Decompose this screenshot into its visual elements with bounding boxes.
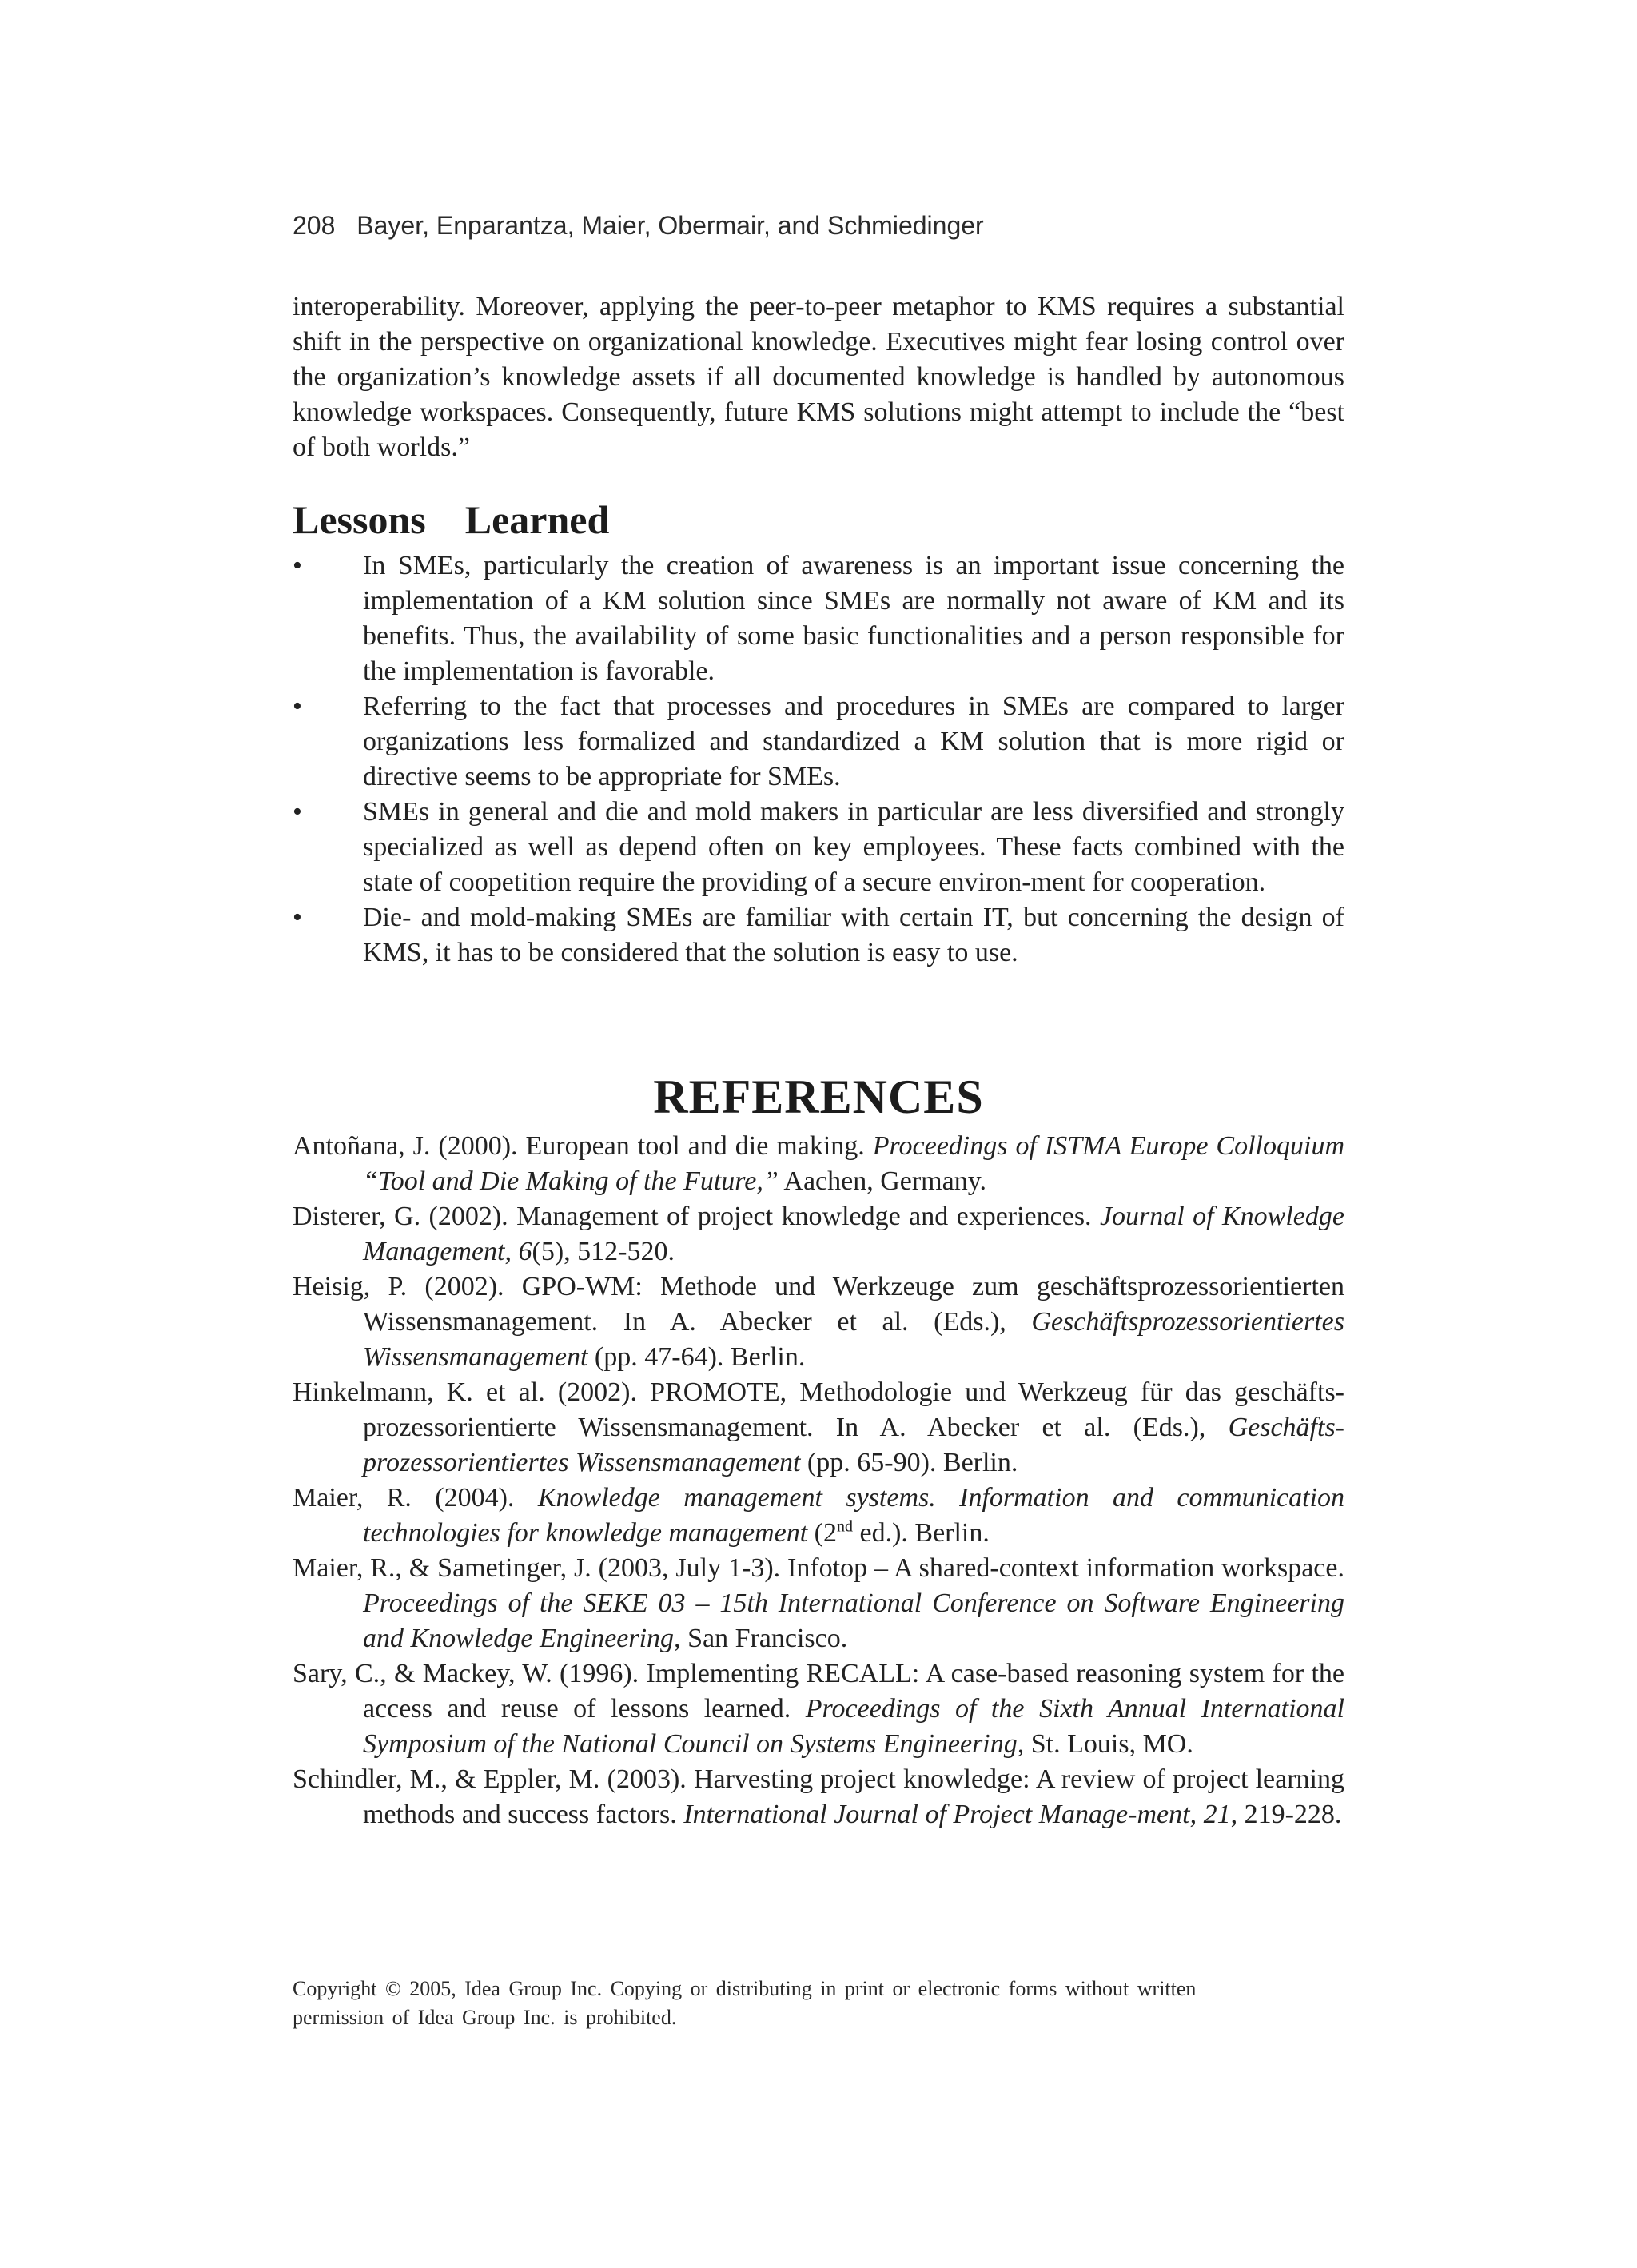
reference-tail: San Francisco. <box>680 1624 848 1653</box>
reference-source: International Journal of Project Manage-ment, 21 <box>683 1800 1231 1829</box>
reference-entry <box>293 1129 1344 1199</box>
reference-entry <box>293 1199 1344 1270</box>
copyright-line: Copyright © 2005, Idea Group Inc. Copying or distributing in print or electronic forms without written <box>293 1977 1197 2000</box>
lesson-text: In SMEs, particularly the creation of awareness is an important issue concerning the implementation of a KM solution since SMEs are normally not aware of KM and its benefits. Thus, the availability of some basic functionalities and a person responsible for the implementation is favorable. <box>363 551 1344 686</box>
bullet-icon: • <box>293 903 302 932</box>
intro-paragraph: interoperability. Moreover, applying the peer-to-peer metaphor to KMS requires a substantial shift in the perspective on organizational knowledge. Executives might fear losing control over the organization’s knowledge assets if all documented knowledge is handled by autonomous knowledge workspaces. Consequently, future KMS solutions might attempt to include the “best of both worlds.” <box>293 292 1344 462</box>
lesson-text: SMEs in general and die and mold makers in particular are less diversified and strongly specialized as well as depend often on key employees. These facts combined with the state of coopetition require the providing of a secure environ-ment for cooperation. <box>363 797 1344 897</box>
reference-source: Proceedings of ISTMA Europe Colloquium “Tool and Die Making of the Future,” <box>363 1131 1344 1196</box>
lesson-item <box>293 689 1344 795</box>
reference-source: Geschäfts-prozessorientiertes Wissensmanagement <box>363 1413 1344 1477</box>
reference-tail: (pp. 47-64). Berlin. <box>587 1342 806 1372</box>
reference-text: Antoñana, J. (2000). European tool and die making. <box>293 1131 873 1161</box>
reference-entry <box>293 1656 1344 1762</box>
reference-entry <box>293 1270 1344 1375</box>
reference-source: Proceedings of the SEKE 03 – 15th International Conference on Software Engineering and Knowledge Engineering, <box>363 1588 1344 1653</box>
lessons-list <box>293 548 1344 971</box>
bullet-icon: • <box>293 692 302 721</box>
reference-source: Knowledge management systems. Information and communication technologies for knowledge management <box>363 1483 1344 1548</box>
lesson-item <box>293 795 1344 900</box>
bullet-icon: • <box>293 551 302 580</box>
running-header <box>293 209 984 241</box>
reference-text: Schindler, M., & Eppler, M. (2003). Harvesting project knowledge: A review of project learning methods and success factors. <box>293 1764 1344 1829</box>
reference-tail: , 219-228. <box>1230 1800 1342 1829</box>
section-title-lessons-learned: Lessons Learned <box>293 497 610 542</box>
references-heading: REFERENCES <box>653 1070 984 1123</box>
copyright-notice <box>293 1975 1344 2032</box>
reference-text: Heisig, P. (2002). GPO-WM: Methode und Werkzeuge zum geschäftsprozessorientierten Wissensmanagement. In A. Abecker et al. (Eds.), <box>293 1272 1344 1337</box>
reference-entry <box>293 1481 1344 1551</box>
page-number: 208 <box>293 211 336 240</box>
reference-text: Maier, R., & Sametinger, J. (2003, July 1-3). Infotop – A shared-context information workspace. <box>293 1553 1344 1583</box>
reference-text: Sary, C., & Mackey, W. (1996). Implementing RECALL: A case-based reasoning system for the access and reuse of lessons learned. <box>293 1659 1344 1724</box>
reference-source: Journal of Knowledge Management, 6 <box>363 1202 1344 1266</box>
copyright-line: permission of Idea Group Inc. is prohibited. <box>293 2006 677 2029</box>
reference-entry <box>293 1375 1344 1481</box>
reference-tail: St. Louis, MO. <box>1024 1729 1193 1759</box>
bullet-icon: • <box>293 797 302 827</box>
reference-tail: (pp. 65-90). Berlin. <box>800 1448 1018 1477</box>
reference-entry <box>293 1551 1344 1656</box>
reference-tail: (2 <box>807 1518 837 1548</box>
reference-tail: Aachen, Germany. <box>778 1166 987 1196</box>
reference-source: Proceedings of the Sixth Annual International Symposium of the National Council on Systems Engineering, <box>363 1694 1344 1759</box>
reference-text: Maier, R. (2004). <box>293 1483 538 1513</box>
reference-superscript: nd <box>836 1517 853 1536</box>
reference-text: Hinkelmann, K. et al. (2002). PROMOTE, Methodologie und Werkzeug für das geschäfts-prozessorientierte Wissensmanagement. In A. Abecker et al. (Eds.), <box>293 1377 1344 1442</box>
lesson-text: Referring to the fact that processes and procedures in SMEs are compared to larger organizations less formalized and standardized a KM solution that is more rigid or directive seems to be appropriate for SMEs. <box>363 692 1344 791</box>
lesson-text: Die- and mold-making SMEs are familiar with certain IT, but concerning the design of KMS, it has to be considered that the solution is easy to use. <box>363 903 1344 967</box>
reference-entry <box>293 1762 1344 1832</box>
reference-tail-end: ed.). Berlin. <box>852 1518 990 1548</box>
reference-source: Geschäftsprozessorientiertes Wissensmanagement <box>363 1307 1344 1372</box>
reference-tail: (5), 512-520. <box>532 1237 675 1266</box>
lesson-item <box>293 900 1344 971</box>
running-header-authors: Bayer, Enparantza, Maier, Obermair, and Schmiedinger <box>356 211 984 240</box>
lesson-item <box>293 548 1344 689</box>
reference-text: Disterer, G. (2002). Management of project knowledge and experiences. <box>293 1202 1100 1231</box>
references-list <box>293 1129 1344 1832</box>
